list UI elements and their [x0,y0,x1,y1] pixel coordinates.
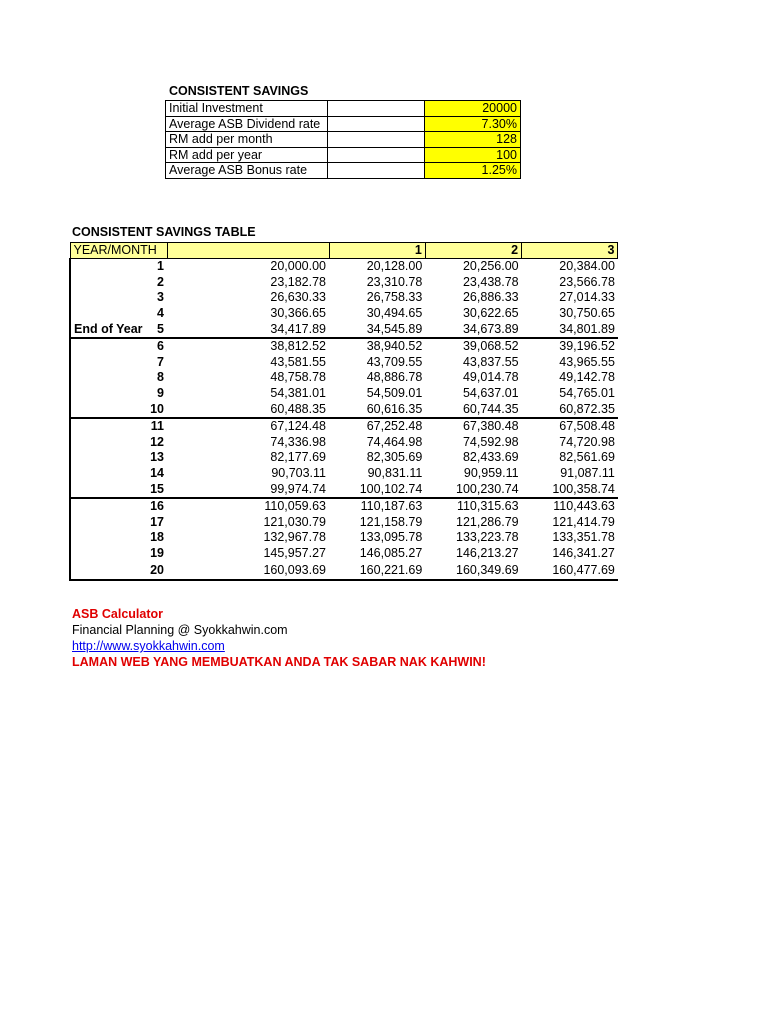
value-cell: 43,709.55 [366,354,423,369]
year-cell [70,515,167,531]
year-number: 14 [150,466,164,481]
year-cell [70,450,167,466]
value-cell: 39,196.52 [559,339,615,354]
calculator-label: ASB Calculator [72,607,163,621]
value-cell: 121,286.79 [456,514,519,529]
year-cell [70,481,167,498]
value-cell: 34,417.89 [167,321,329,338]
value-cell: 54,637.01 [462,386,519,401]
value-cell: 30,494.65 [366,306,423,321]
value-cell: 110,443.63 [553,499,615,514]
settings-value-input[interactable]: 20000 [425,101,521,117]
year-cell [70,290,167,306]
value-cell: 60,744.35 [425,401,521,418]
table-row [70,530,618,546]
value-cell: 60,616.35 [329,401,425,418]
year-number: 13 [150,450,164,465]
settings-label: Average ASB Bonus rate [166,163,328,179]
value-cell: 146,341.27 [552,545,615,560]
value-cell: 110,187.63 [360,499,423,514]
savings-table-title: CONSISTENT SAVINGS TABLE [72,225,256,239]
settings-value-input[interactable]: 7.30% [425,116,521,132]
value-cell: 49,142.78 [559,370,615,385]
value-cell: 133,095.78 [359,530,423,545]
value-cell: 20,256.00 [462,259,519,274]
value-cell: 74,336.98 [270,434,326,449]
table-row [70,401,618,418]
value-cell: 30,366.65 [270,306,326,321]
year-number: 8 [157,370,164,385]
table-row [70,515,618,531]
settings-label: Average ASB Dividend rate [166,116,328,132]
value-cell: 30,622.65 [462,306,519,321]
year-number: 18 [150,530,164,545]
header-month-3: 3 [522,243,618,259]
year-cell [70,498,167,515]
table-row [70,561,618,580]
value-cell: 23,310.78 [366,274,423,289]
value-cell: 23,182.78 [270,274,326,289]
table-row [70,275,618,291]
year-number: 10 [150,401,164,416]
settings-blank-cell [328,116,425,132]
value-cell: 82,561.69 [559,450,615,465]
settings-row [166,101,521,117]
year-number: 17 [150,514,164,529]
settings-blank-cell [328,163,425,179]
year-cell [70,321,167,338]
settings-row [166,116,521,132]
settings-table [165,100,521,179]
year-cell [70,418,167,435]
value-cell: 121,158.79 [359,514,423,529]
year-cell [70,355,167,371]
value-cell: 82,177.69 [270,450,326,465]
year-number: 15 [150,481,164,496]
table-header-row [70,243,618,259]
header-year-month: YEAR/MONTH [70,243,167,259]
settings-row [166,132,521,148]
table-row [70,498,618,515]
value-cell: 54,509.01 [366,386,423,401]
value-cell: 27,014.33 [559,290,615,305]
year-number: 1 [157,259,164,274]
year-number: 4 [157,306,164,321]
value-cell: 60,488.35 [167,401,329,418]
header-blank [167,243,329,259]
settings-label: Initial Investment [166,101,328,117]
header-month-2: 2 [425,243,521,259]
year-cell [70,561,167,580]
table-row [70,386,618,402]
value-cell: 60,872.35 [522,401,618,418]
value-cell: 160,093.69 [167,561,329,580]
value-cell: 90,831.11 [367,466,423,481]
value-cell: 110,315.63 [456,499,519,514]
value-cell: 91,087.11 [560,466,615,481]
year-number: 9 [157,386,164,401]
value-cell: 146,213.27 [456,545,519,560]
table-row [70,355,618,371]
value-cell: 100,230.74 [425,481,521,498]
value-cell: 110,059.63 [264,499,326,514]
year-number: 5 [157,321,164,336]
value-cell: 49,014.78 [462,370,519,385]
year-number: 7 [157,354,164,369]
value-cell: 100,358.74 [522,481,618,498]
value-cell: 43,581.55 [270,354,326,369]
table-row [70,450,618,466]
value-cell: 133,223.78 [456,530,519,545]
value-cell: 146,085.27 [359,545,423,560]
value-cell: 100,102.74 [329,481,425,498]
year-cell [70,435,167,451]
value-cell: 23,438.78 [462,274,519,289]
value-cell: 82,433.69 [462,450,519,465]
value-cell: 23,566.78 [559,274,615,289]
year-cell [70,338,167,355]
year-cell [70,401,167,418]
value-cell: 34,801.89 [522,321,618,338]
tagline: LAMAN WEB YANG MEMBUATKAN ANDA TAK SABAR NAK KAHWIN! [72,655,486,669]
value-cell: 48,886.78 [366,370,423,385]
year-number: 16 [150,499,164,514]
year-cell [70,466,167,482]
value-cell: 160,221.69 [329,561,425,580]
table-row [70,321,618,338]
year-number: 20 [150,562,164,577]
value-cell: 20,000.00 [270,259,326,274]
table-row [70,466,618,482]
value-cell: 160,477.69 [522,561,618,580]
year-number: 19 [150,545,164,560]
table-row [70,306,618,322]
value-cell: 82,305.69 [366,450,423,465]
value-cell: 67,380.48 [462,419,519,434]
value-cell: 74,720.98 [559,434,615,449]
website-link[interactable]: http://www.syokkahwin.com [72,639,225,653]
table-row [70,418,618,435]
year-cell [70,386,167,402]
year-cell [70,530,167,546]
value-cell: 67,252.48 [366,419,423,434]
value-cell: 34,545.89 [329,321,425,338]
year-cell [70,370,167,386]
value-cell: 90,959.11 [463,466,519,481]
table-row [70,435,618,451]
table-row [70,546,618,562]
table-row [70,338,618,355]
settings-row [166,147,521,163]
value-cell: 67,508.48 [559,419,615,434]
settings-value-input[interactable]: 1.25% [425,163,521,179]
year-number: 3 [157,290,164,305]
value-cell: 145,957.27 [263,545,326,560]
value-cell: 26,886.33 [462,290,519,305]
year-number: 6 [157,339,164,354]
value-cell: 38,812.52 [270,339,326,354]
planning-label: Financial Planning @ Syokkahwin.com [72,623,288,637]
value-cell: 90,703.11 [271,466,326,481]
table-row [70,259,618,275]
year-cell [70,259,167,275]
value-cell: 43,965.55 [559,354,615,369]
settings-label: RM add per month [166,132,328,148]
settings-blank-cell [328,132,425,148]
settings-title: CONSISTENT SAVINGS [169,84,309,98]
value-cell: 132,967.78 [263,530,326,545]
table-row [70,370,618,386]
year-number: 11 [150,419,164,434]
value-cell: 99,974.74 [167,481,329,498]
value-cell: 121,414.79 [552,514,615,529]
value-cell: 43,837.55 [462,354,519,369]
value-cell: 20,128.00 [366,259,423,274]
value-cell: 54,765.01 [559,386,615,401]
year-number: 2 [157,274,164,289]
settings-row [166,163,521,179]
year-cell [70,546,167,562]
settings-label: RM add per year [166,147,328,163]
settings-value-input[interactable]: 128 [425,132,521,148]
value-cell: 26,758.33 [366,290,423,305]
value-cell: 26,630.33 [270,290,326,305]
header-month-1: 1 [329,243,425,259]
table-row [70,290,618,306]
value-cell: 74,592.98 [462,434,519,449]
table-row [70,481,618,498]
value-cell: 54,381.01 [270,386,326,401]
value-cell: 34,673.89 [425,321,521,338]
year-cell [70,275,167,291]
value-cell: 30,750.65 [559,306,615,321]
value-cell: 38,940.52 [366,339,423,354]
end-of-year-label: End of Year [74,321,143,336]
value-cell: 67,124.48 [270,419,326,434]
value-cell: 133,351.78 [552,530,615,545]
value-cell: 74,464.98 [366,434,423,449]
year-number: 12 [150,434,164,449]
value-cell: 39,068.52 [462,339,519,354]
settings-blank-cell [328,147,425,163]
value-cell: 121,030.79 [263,514,326,529]
settings-blank-cell [328,101,425,117]
value-cell: 20,384.00 [559,259,615,274]
year-cell [70,306,167,322]
value-cell: 48,758.78 [270,370,326,385]
savings-table [69,242,618,581]
settings-value-input[interactable]: 100 [425,147,521,163]
value-cell: 160,349.69 [425,561,521,580]
